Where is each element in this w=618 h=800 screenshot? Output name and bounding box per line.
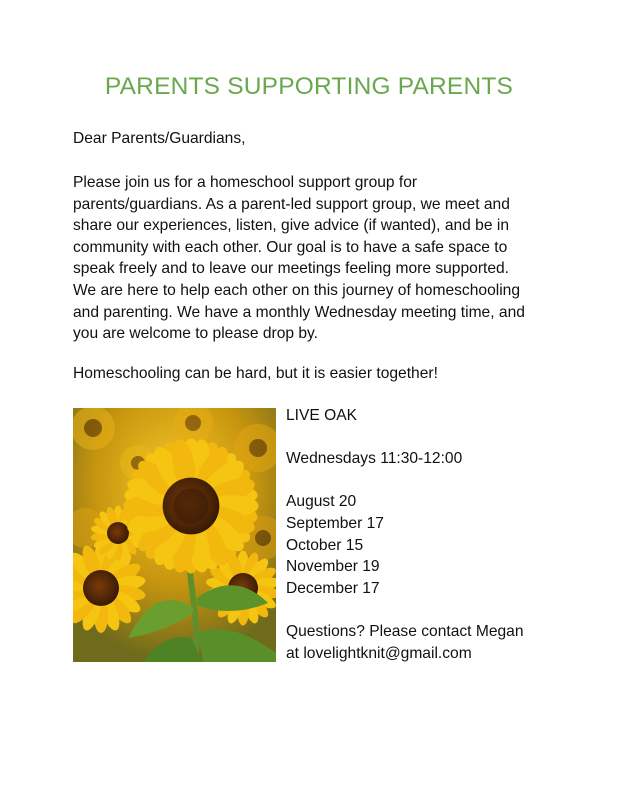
flyer-title: PARENTS SUPPORTING PARENTS bbox=[104, 73, 514, 100]
paragraph-line: share our experiences, listen, give advice (if wanted), and be in bbox=[73, 217, 510, 235]
paragraph-line: parents/guardians. As a parent-led support group, we meet and bbox=[73, 195, 510, 213]
meeting-date: October 15 bbox=[286, 536, 364, 554]
meeting-details bbox=[286, 405, 586, 664]
paragraph-line: and parenting. We have a monthly Wednesday meeting time, and bbox=[73, 303, 525, 321]
paragraph-line: speak freely and to leave our meetings feeling more supported. bbox=[73, 260, 510, 278]
meeting-date: September 17 bbox=[286, 514, 384, 532]
sunflower-field-photo bbox=[73, 408, 276, 662]
location: LIVE OAK bbox=[286, 407, 358, 424]
meeting-date: August 20 bbox=[286, 493, 357, 511]
paragraph-line: you are welcome to please drop by. bbox=[73, 325, 319, 343]
paragraph-line: We are here to help each other on this journey of homeschooling bbox=[73, 281, 521, 299]
closing-line: Homeschooling can be hard, but it is easier together! bbox=[73, 365, 438, 382]
paragraph-line: Please join us for a homeschool support group for bbox=[73, 174, 418, 191]
spacer bbox=[286, 470, 586, 492]
meeting-date: November 19 bbox=[286, 558, 380, 576]
salutation: Dear Parents/Guardians, bbox=[73, 130, 246, 147]
meeting-schedule: Wednesdays 11:30-12:00 bbox=[286, 450, 463, 468]
invitation-paragraph bbox=[73, 172, 563, 345]
paragraph-line: community with each other. Our goal is to have a safe space to bbox=[73, 238, 508, 256]
spacer bbox=[286, 599, 586, 621]
contact-line: Questions? Please contact Megan bbox=[286, 622, 524, 640]
meeting-date: December 17 bbox=[286, 579, 380, 597]
contact-email-line: at lovelightknit@gmail.com bbox=[286, 644, 472, 662]
spacer bbox=[286, 427, 586, 449]
